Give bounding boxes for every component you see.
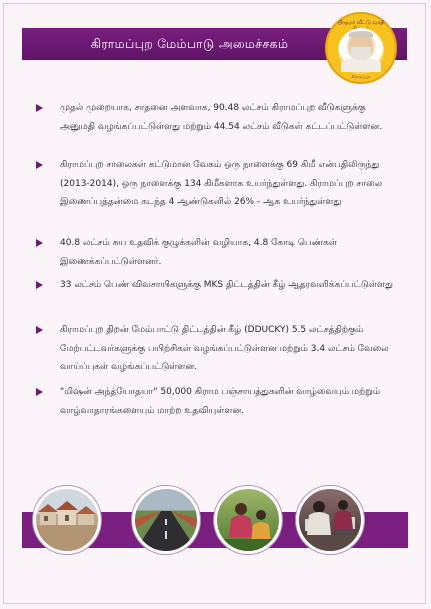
bullet-arrow-icon bbox=[36, 239, 43, 247]
housing-illustration bbox=[36, 489, 98, 551]
list-item-text: 33 லட்சம் பெண் விவசாயிகளுக்கு MKS திட்டத்தின் கீழ் ஆதரவளிக்கப்பட்டுள்ளது bbox=[60, 280, 393, 290]
scheme-logo bbox=[325, 12, 397, 84]
list-item bbox=[36, 321, 396, 383]
bullet-arrow-icon bbox=[36, 388, 43, 396]
logo-sub-text: கிராமப்புற bbox=[351, 74, 371, 79]
list-item bbox=[36, 383, 396, 423]
bullet-arrow-icon bbox=[36, 281, 43, 289]
list-item bbox=[36, 156, 396, 234]
women-farmers-photo bbox=[214, 486, 282, 554]
road-photo bbox=[132, 486, 200, 554]
skill-training-photo bbox=[296, 486, 364, 554]
bullet-arrow-icon bbox=[36, 104, 43, 112]
logo-portrait-body bbox=[341, 58, 381, 72]
list-item bbox=[36, 276, 396, 321]
achievements-list bbox=[36, 99, 396, 423]
list-item-text: கிராமப்புற திறன் மேம்பாட்டு திட்டத்தின் கீழ் (DDUCKY) 5.5 லட்சத்திற்கும் மேற்பட்டவர்களுக்கு பயிற்சிகள் வழங்கப்பட்டுள்ளன மற்றும் 3.4 லட்சம் வேலை வாய்ப்புகள் வழங்கப்பட்டுள்ளன. bbox=[60, 325, 389, 372]
logo-portrait-hair bbox=[349, 31, 373, 37]
list-item-text: கிராமப்புற சாலைகள் கட்டுமான வேகம் ஒரு நாளைக்கு 69 கிமீ என்பதிலிருந்து (2013-2014), ஒரு நாளைக்கு 134 கிமீகளாக உயர்ந்துள்ளது. கிராமப்புற சாலை இணைப்புத்தன்மை கடந்த 4 ஆண்டுகளில் 26% - ஆக உயர்ந்துள்ளது bbox=[60, 160, 383, 207]
housing-photo bbox=[33, 486, 101, 554]
list-item-text: "மிஷன் அந்த்யோதயா" 50,000 கிராம பஞ்சாயத்துகளின் வாழ்வையும் மற்றும் வாழ்வாதாரங்களையும் மாற்ற உதவியுள்ளன. bbox=[60, 387, 380, 416]
bullet-arrow-icon bbox=[36, 326, 43, 334]
training-illustration bbox=[299, 489, 361, 551]
logo-portrait-beard bbox=[351, 47, 371, 60]
farmers-illustration bbox=[217, 489, 279, 551]
road-illustration bbox=[135, 489, 197, 551]
logo-ring-text: பிரதமர் வீட்டு வசதி bbox=[337, 20, 385, 26]
list-item bbox=[36, 99, 396, 156]
list-item-text: 40.8 லட்சம் சுய உதவிக் குழுக்களின் வழியாக, 4.8 கோடி பெண்கள் இணைக்கப்பட்டுள்ளனர். bbox=[60, 238, 338, 267]
list-item bbox=[36, 234, 396, 276]
bullet-arrow-icon bbox=[36, 161, 43, 169]
page-title: கிராமப்புற மேம்பாடு அமைச்சகம் bbox=[90, 35, 289, 51]
photo-strip bbox=[0, 480, 431, 580]
list-item-text: முதல் முறையாக, சாதனை அளவாக, 90.48 லட்சம் கிராமப்புற வீடுகளுக்கு அனுமதி வழங்கப்பட்டுள்ளது மற்றும் 44.54 லட்சம் வீடுகள் கட்டப்பட்டுள்ளன. bbox=[60, 103, 383, 132]
